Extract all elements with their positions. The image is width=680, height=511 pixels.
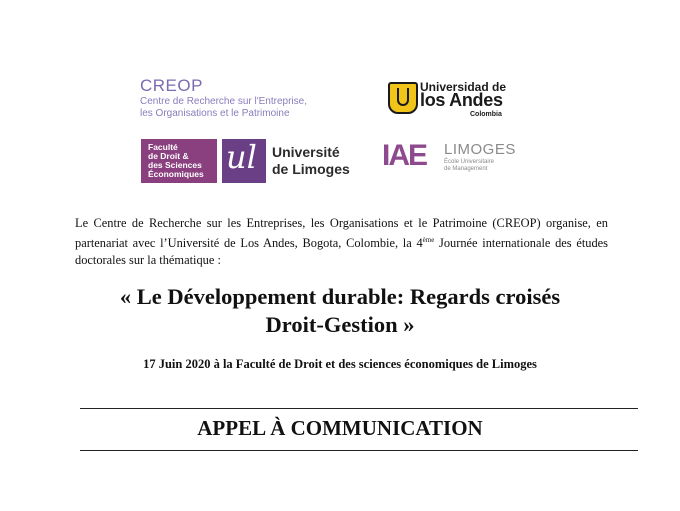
intro-superscript: ème xyxy=(422,236,435,244)
call-for-papers-heading: APPEL À COMMUNICATION xyxy=(197,416,483,440)
iae-logo-subtitle-2: de Management xyxy=(444,166,488,172)
creop-logo-subtitle-1: Centre de Recherche sur l'Entreprise, xyxy=(140,96,307,107)
iae-logo-mark: IAE xyxy=(382,139,427,172)
faculte-logo-line-1: Faculté xyxy=(148,142,178,152)
iae-logo-subtitle-1: École Universitaire xyxy=(444,159,495,165)
universite-limoges-line-2: de Limoges xyxy=(272,161,350,177)
intro-paragraph xyxy=(75,215,608,269)
event-date-location: 17 Juin 2020 à la Faculté de Droit et des sciences économiques de Limoges xyxy=(143,357,537,371)
top-divider xyxy=(80,408,638,409)
los-andes-logo-line-2: los Andes xyxy=(420,90,503,110)
los-andes-emblem-icon xyxy=(388,82,418,114)
intro-text-after: Journée internationale des études doctorales sur la thématique : xyxy=(75,236,608,268)
faculte-logo-line-2: de Droit & xyxy=(148,151,189,161)
creop-logo-title: CREOP xyxy=(140,76,203,95)
intro-text-before: Le Centre de Recherche sur les Entreprises, les Organisations et le Patrimoine (CREOP) organise, en partenariat avec l’Université de Los Andes, Bogota, Colombie, la 4 xyxy=(75,216,608,251)
creop-logo-subtitle-2: les Organisations et le Patrimoine xyxy=(140,108,290,119)
universite-limoges-line-1: Université xyxy=(272,144,340,160)
faculte-logo-line-3: des Sciences xyxy=(148,160,202,170)
los-andes-logo-line-1: Universidad de xyxy=(420,80,507,94)
event-title-line-2: Droit-Gestion » xyxy=(265,312,415,337)
faculte-logo-line-4: Économiques xyxy=(148,169,204,179)
los-andes-logo-line-3: Colombia xyxy=(470,111,502,118)
iae-logo-name: LIMOGES xyxy=(444,141,516,158)
bottom-divider xyxy=(80,450,638,451)
event-title-line-1: « Le Développement durable: Regards croisés xyxy=(119,284,561,309)
universite-limoges-glyph: ul xyxy=(226,138,257,176)
